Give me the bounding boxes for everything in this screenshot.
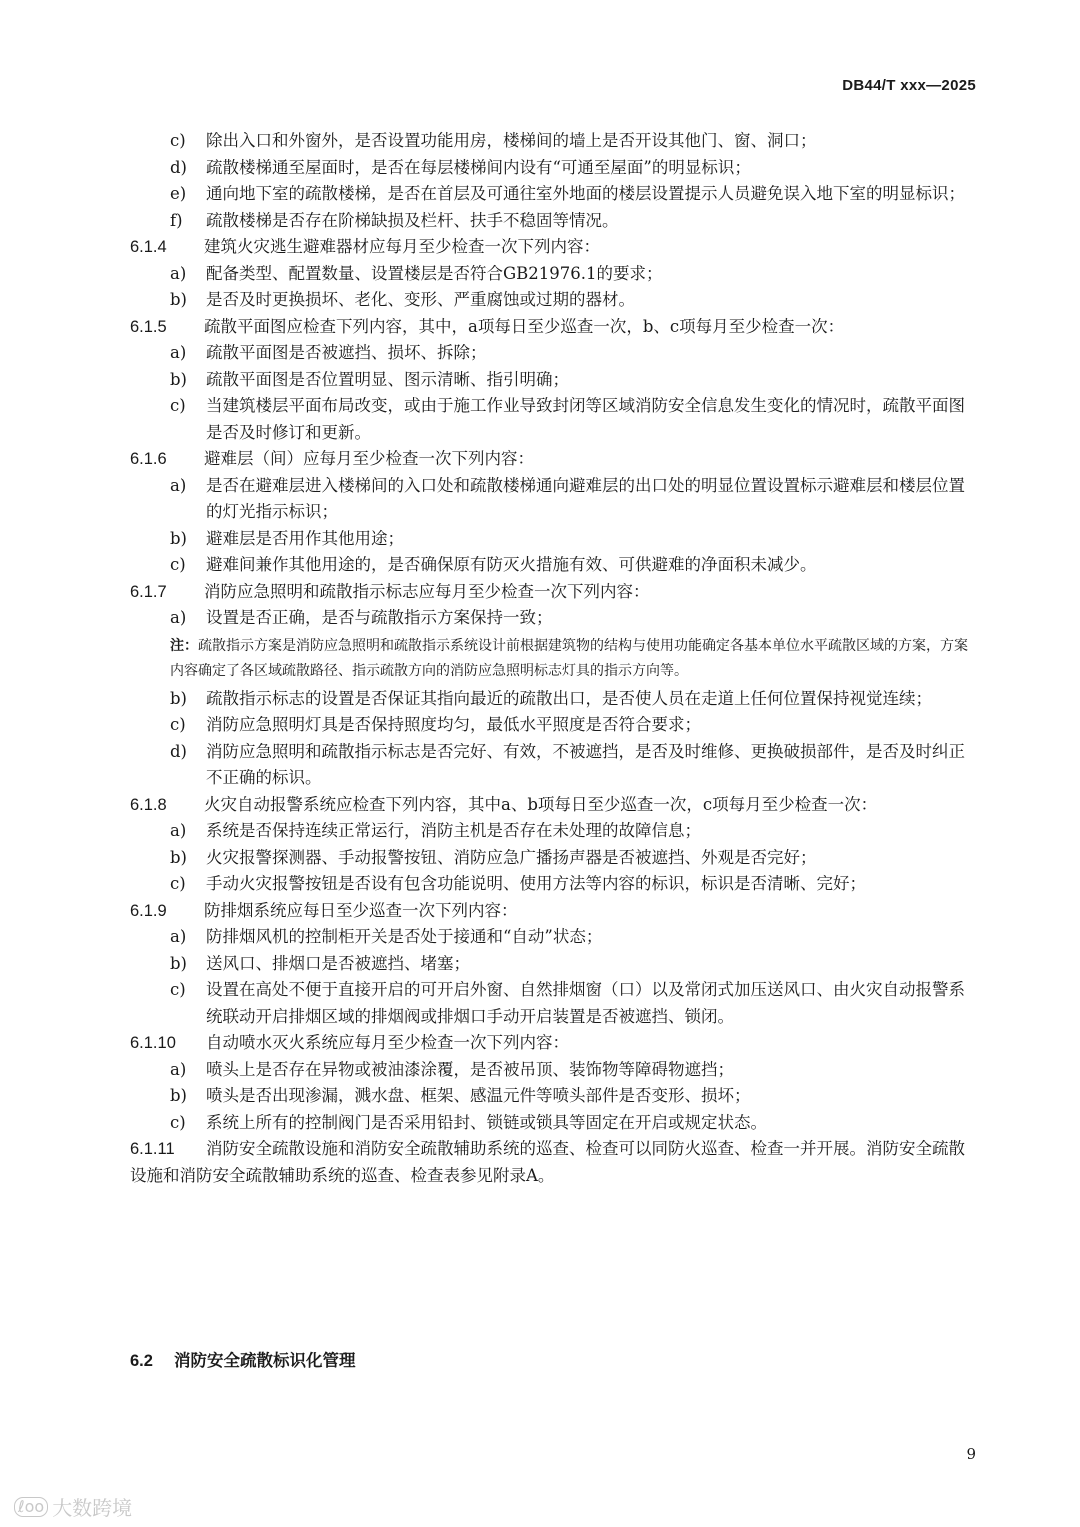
note-text: 疏散指示方案是消防应急照明和疏散指示系统设计前根据建筑物的结构与使用功能确定各基本单位水平疏散区域的方案，方案内容确定了各区域疏散路径、指示疏散方向的消防应急照明标志灯具的指示方向等。	[170, 637, 968, 679]
list-item-label: a)	[170, 263, 187, 283]
list-item-label: a)	[170, 343, 187, 362]
list-item	[130, 712, 978, 739]
clause-number: 6.1.5	[130, 317, 167, 336]
list-item-text: 设置是否正确，是否与疏散指示方案保持一致；	[206, 608, 553, 627]
list-item-label: b)	[170, 1086, 187, 1105]
list-item-text: 防排烟风机的控制柜开关是否处于接通和“自动”状态；	[206, 927, 603, 946]
list-item-label: a)	[170, 1059, 187, 1079]
list-item	[130, 871, 978, 898]
clause	[130, 579, 978, 606]
note	[130, 634, 978, 684]
list-item-label: c)	[170, 715, 186, 734]
clause	[130, 792, 978, 819]
clause-number: 6.1.7	[130, 582, 167, 601]
clause	[130, 898, 978, 925]
list-item	[130, 181, 978, 208]
list-item	[130, 977, 978, 1030]
list-item-label: b)	[170, 847, 187, 867]
list-item-label: a)	[170, 821, 187, 840]
note-label: 注：	[170, 637, 198, 654]
list-item-text: 喷头上是否存在异物或被油漆涂覆，是否被吊顶、装饰物等障碍物遮挡；	[206, 1059, 734, 1079]
watermark-logo-icon: ℓoo	[14, 1497, 48, 1517]
list-item	[130, 739, 978, 792]
list-item	[130, 367, 978, 394]
list-item-text: 配备类型、配置数量、设置楼层是否符合GB21976.1的要求；	[206, 263, 663, 283]
list-item	[130, 605, 978, 632]
list-item	[130, 208, 978, 235]
list-item	[130, 287, 978, 314]
list-item	[130, 155, 978, 182]
list-item-text: 避难间兼作其他用途的，是否确保原有防灭火措施有效、可供避难的净面积未减少。	[206, 555, 817, 574]
list-item-label: c)	[170, 980, 186, 999]
list-item-label: c)	[170, 1112, 186, 1132]
list-item-label: b)	[170, 528, 187, 548]
list-item	[130, 686, 978, 713]
list-item-text: 通向地下室的疏散楼梯，是否在首层及可通往室外地面的楼层设置提示人员避免误入地下室的明显标识；	[206, 184, 965, 203]
list-item-text: 除出入口和外窗外，是否设置功能用房，楼梯间的墙上是否开设其他门、窗、洞口；	[206, 131, 817, 150]
clause-number: 6.1.11	[130, 1140, 175, 1158]
clause-number: 6.1.6	[130, 450, 167, 468]
list-item	[130, 1057, 978, 1084]
list-item-text: 疏散指示标志的设置是否保证其指向最近的疏散出口，是否使人员在走道上任何位置保持视觉连续；	[206, 688, 932, 708]
list-item-label: b)	[170, 688, 187, 708]
list-item-label: d)	[170, 741, 187, 761]
clause-text: 防排烟系统应每日至少巡查一次下列内容：	[204, 900, 518, 920]
list-item-text: 疏散平面图是否位置明显、图示清晰、指引明确；	[206, 369, 569, 389]
list-item-label: a)	[170, 608, 187, 627]
document-body	[130, 128, 978, 1189]
clause-text: 消防安全疏散设施和消防安全疏散辅助系统的巡查、检查可以同防火巡查、检查一并开展。消防安全疏散设施和消防安全疏散辅助系统的巡查、检查表参见附录A。	[130, 1139, 965, 1185]
clause-text: 避难层（间）应每月至少检查一次下列内容：	[204, 449, 534, 468]
list-item-label: e)	[170, 184, 187, 203]
list-item-label: c)	[170, 555, 186, 574]
list-item-label: b)	[170, 290, 187, 309]
list-item-label: f)	[170, 210, 183, 230]
page-number: 9	[966, 1445, 976, 1463]
watermark	[14, 1492, 132, 1521]
list-item	[130, 128, 978, 155]
section-heading	[130, 1347, 356, 1371]
list-item-text: 疏散楼梯通至屋面时，是否在每层楼梯间内设有“可通至屋面”的明显标识；	[206, 157, 751, 177]
list-item-label: b)	[170, 953, 187, 973]
list-item	[130, 393, 978, 446]
list-item-text: 当建筑楼层平面布局改变，或由于施工作业导致封闭等区域消防安全信息发生变化的情况时，疏散平面图是否及时修订和更新。	[206, 396, 965, 442]
clause-number: 6.1.8	[130, 795, 167, 814]
list-item	[130, 818, 978, 845]
list-item-text: 消防应急照明和疏散指示标志是否完好、有效，不被遮挡，是否及时维修、更换破损部件，是否及时纠正不正确的标识。	[206, 741, 965, 787]
clause-text: 自动喷水灭火系统应每月至少检查一次下列内容：	[206, 1033, 569, 1052]
list-item-text: 系统是否保持连续正常运行，消防主机是否存在未处理的故障信息；	[206, 821, 701, 840]
list-item-text: 系统上所有的控制阀门是否采用铅封、锁链或锁具等固定在开启或规定状态。	[206, 1112, 767, 1132]
list-item-text: 是否及时更换损坏、老化、变形、严重腐蚀或过期的器材。	[206, 290, 635, 309]
list-item	[130, 552, 978, 579]
list-item	[130, 1083, 978, 1110]
clause	[130, 234, 978, 261]
list-item	[130, 1110, 978, 1137]
clause-text: 消防应急照明和疏散指示标志应每月至少检查一次下列内容：	[204, 581, 650, 601]
list-item-label: d)	[170, 157, 187, 177]
list-item-text: 手动火灾报警按钮是否设有包含功能说明、使用方法等内容的标识，标识是否清晰、完好；	[206, 874, 866, 893]
list-item-text: 消防应急照明灯具是否保持照度均匀，最低水平照度是否符合要求；	[206, 715, 701, 734]
list-item-label: c)	[170, 874, 186, 893]
list-item-text: 喷头是否出现渗漏，溅水盘、框架、感温元件等喷头部件是否变形、损坏；	[206, 1086, 751, 1105]
clause-text: 建筑火灾逃生避难器材应每月至少检查一次下列内容：	[204, 237, 600, 256]
list-item	[130, 340, 978, 367]
section-number: 6.2	[130, 1352, 153, 1370]
clause-number: 6.1.9	[130, 901, 167, 920]
list-item-label: b)	[170, 369, 187, 389]
list-item	[130, 951, 978, 978]
list-item-text: 送风口、排烟口是否被遮挡、堵塞；	[206, 953, 470, 973]
list-item	[130, 845, 978, 872]
list-item-label: c)	[170, 131, 186, 150]
document-code: DB44/T xxx—2025	[842, 77, 976, 94]
list-item-text: 避难层是否用作其他用途；	[206, 528, 404, 548]
watermark-text: 大数跨境	[52, 1496, 133, 1520]
list-item-text: 疏散平面图是否被遮挡、损坏、拆除；	[206, 343, 487, 362]
clause	[130, 314, 978, 341]
clause	[130, 1136, 978, 1189]
clause-number: 6.1.10	[130, 1034, 176, 1052]
clause	[130, 446, 978, 473]
list-item	[130, 526, 978, 553]
list-item-label: a)	[170, 475, 187, 495]
list-item	[130, 924, 978, 951]
list-item	[130, 473, 978, 526]
clause	[130, 1030, 978, 1057]
list-item-text: 火灾报警探测器、手动报警按钮、消防应急广播扬声器是否被遮挡、外观是否完好；	[206, 847, 817, 867]
list-item	[130, 261, 978, 288]
list-item-text: 是否在避难层进入楼梯间的入口处和疏散楼梯通向避难层的出口处的明显位置设置标示避难层和楼层位置的灯光指示标识；	[206, 475, 965, 521]
section-title: 消防安全疏散标识化管理	[174, 1352, 356, 1370]
clause-text: 火灾自动报警系统应检查下列内容，其中a、b项每日至少巡查一次，c项每月至少检查一次：	[204, 794, 878, 814]
list-item-label: c)	[170, 396, 186, 415]
clause-number: 6.1.4	[130, 238, 167, 256]
clause-text: 疏散平面图应检查下列内容，其中，a项每日至少巡查一次，b、c项每月至少检查一次：	[204, 316, 845, 336]
list-item-text: 设置在高处不便于直接开启的可开启外窗、自然排烟窗（口）以及常闭式加压送风口、由火灾自动报警系统联动开启排烟区域的排烟阀或排烟口手动开启装置是否被遮挡、锁闭。	[206, 980, 965, 1026]
list-item-label: a)	[170, 927, 187, 946]
list-item-text: 疏散楼梯是否存在阶梯缺损及栏杆、扶手不稳固等情况。	[206, 210, 619, 230]
